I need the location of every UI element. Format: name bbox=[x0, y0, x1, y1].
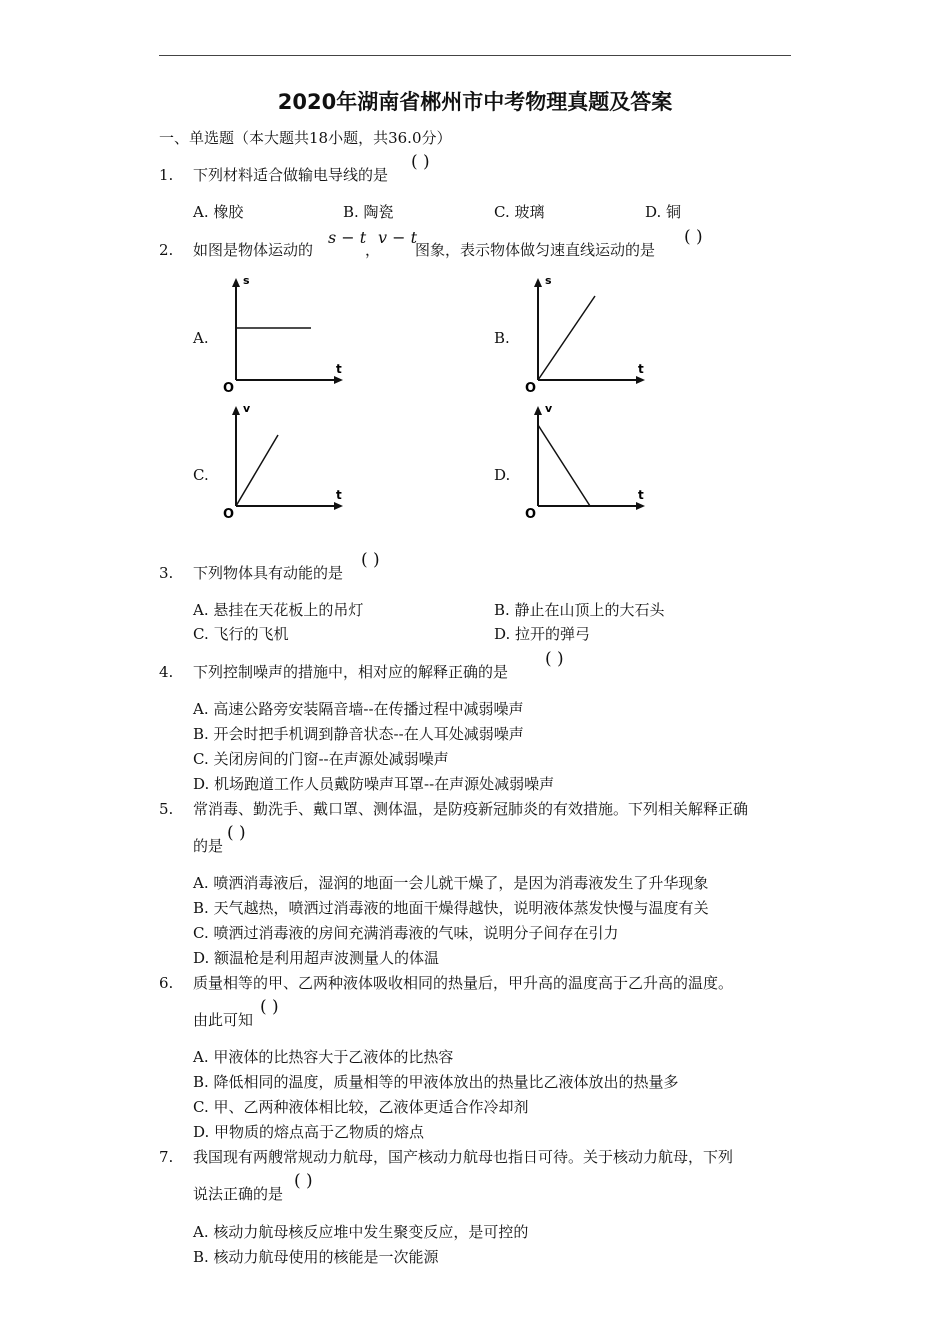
q6-text-line2: 由此可知 bbox=[193, 1011, 254, 1029]
q2-text-post: 图象，表示物体做匀速直线运动的是 bbox=[415, 241, 656, 259]
q6-option-c: C. 甲、乙两种液体相比较，乙液体更适合作冷却剂 bbox=[193, 1098, 529, 1116]
origin-label: O bbox=[223, 381, 235, 396]
q1-text: 下列材料适合做输电导线的是 bbox=[193, 166, 389, 184]
q7-text-line2: 说法正确的是 bbox=[193, 1185, 284, 1203]
q2-label-a: A. bbox=[193, 329, 209, 347]
q2-graph-b bbox=[517, 272, 657, 397]
q5-option-d: D. 额温枪是利用超声波测量人的体温 bbox=[193, 949, 440, 967]
q5-answer-blank: ( ) bbox=[227, 823, 246, 843]
q5-option-b: B. 天气越热，喷洒过消毒液的地面干燥得越快，说明液体蒸发快慢与温度有关 bbox=[193, 899, 709, 917]
axis-label-x: t bbox=[336, 488, 342, 502]
q5-number: 5. bbox=[159, 800, 174, 818]
axis-label-y: v bbox=[545, 402, 553, 415]
graph-line bbox=[538, 296, 595, 380]
q5-text-line2: 的是 bbox=[193, 837, 224, 855]
section-heading: 一、单选题（本大题共18小题，共36.0分） bbox=[159, 129, 452, 147]
q1-answer-blank: ( ) bbox=[411, 152, 430, 172]
q6-option-b: B. 降低相同的温度，质量相等的甲液体放出的热量比乙液体放出的热量多 bbox=[193, 1073, 679, 1091]
q7-answer-blank: ( ) bbox=[294, 1171, 313, 1191]
y-axis-arrow bbox=[232, 278, 240, 287]
q2-label-c: C. bbox=[193, 466, 209, 484]
q2-math-st: s − t bbox=[328, 228, 367, 247]
q5-option-c: C. 喷洒过消毒液的房间充满消毒液的气味，说明分子间存在引力 bbox=[193, 924, 619, 942]
q4-answer-blank: ( ) bbox=[545, 649, 564, 669]
q3-option-d: D. 拉开的弹弓 bbox=[494, 625, 591, 643]
x-axis-arrow bbox=[334, 502, 343, 510]
q2-graph-c bbox=[215, 400, 355, 525]
q4-option-b: B. 开会时把手机调到静音状态--在人耳处减弱噪声 bbox=[193, 725, 524, 743]
q7-option-a: A. 核动力航母核反应堆中发生聚变反应，是可控的 bbox=[193, 1223, 529, 1241]
axis-label-x: t bbox=[336, 362, 342, 376]
x-axis-arrow bbox=[636, 376, 645, 384]
axis-label-x: t bbox=[638, 488, 644, 502]
q1-option-c: C. 玻璃 bbox=[494, 203, 545, 221]
q6-number: 6. bbox=[159, 974, 174, 992]
q2-comma: ， bbox=[365, 241, 381, 259]
axis-label-y: s bbox=[545, 274, 552, 287]
q1-option-b: B. 陶瓷 bbox=[343, 203, 394, 221]
q6-text-line1: 质量相等的甲、乙两种液体吸收相同的热量后，甲升高的温度高于乙升高的温度。 bbox=[193, 974, 734, 992]
q2-graph-a bbox=[215, 272, 355, 397]
q4-text: 下列控制噪声的措施中，相对应的解释正确的是 bbox=[193, 663, 509, 681]
q2-graph-d bbox=[517, 400, 657, 525]
q2-label-d: D. bbox=[494, 466, 511, 484]
q5-option-a: A. 喷洒消毒液后，湿润的地面一会儿就干燥了，是因为消毒液发生了升华现象 bbox=[193, 874, 709, 892]
axis-label-y: s bbox=[243, 274, 250, 287]
q2-answer-blank: ( ) bbox=[684, 227, 703, 247]
origin-label: O bbox=[525, 381, 537, 396]
q4-option-d: D. 机场跑道工作人员戴防噪声耳罩--在声源处减弱噪声 bbox=[193, 775, 555, 793]
q1-option-d: D. 铜 bbox=[645, 203, 682, 221]
q1-option-a: A. 橡胶 bbox=[193, 203, 244, 221]
q3-option-b: B. 静止在山顶上的大石头 bbox=[494, 601, 665, 619]
q3-option-a: A. 悬挂在天花板上的吊灯 bbox=[193, 601, 364, 619]
x-axis-arrow bbox=[636, 502, 645, 510]
y-axis-arrow bbox=[534, 278, 542, 287]
q3-number: 3. bbox=[159, 564, 174, 582]
q3-answer-blank: ( ) bbox=[361, 550, 380, 570]
page-title: 2020年湖南省郴州市中考物理真题及答案 bbox=[277, 90, 673, 114]
q3-option-c: C. 飞行的飞机 bbox=[193, 625, 289, 643]
q5-text-line1: 常消毒、勤洗手、戴口罩、测体温，是防疫新冠肺炎的有效措施。下列相关解释正确 bbox=[193, 800, 749, 818]
q2-label-b: B. bbox=[494, 329, 510, 347]
q6-option-a: A. 甲液体的比热容大于乙液体的比热容 bbox=[193, 1048, 454, 1066]
q2-math-vt: v − t bbox=[378, 228, 418, 247]
q7-text-line1: 我国现有两艘常规动力航母，国产核动力航母也指日可待。关于核动力航母，下列 bbox=[193, 1148, 734, 1166]
origin-label: O bbox=[223, 507, 235, 522]
q4-option-c: C. 关闭房间的门窗--在声源处减弱噪声 bbox=[193, 750, 449, 768]
q3-text: 下列物体具有动能的是 bbox=[193, 564, 344, 582]
q4-option-a: A. 高速公路旁安装隔音墙--在传播过程中减弱噪声 bbox=[193, 700, 524, 718]
q6-option-d: D. 甲物质的熔点高于乙物质的熔点 bbox=[193, 1123, 425, 1141]
q4-number: 4. bbox=[159, 663, 174, 681]
y-axis-arrow bbox=[534, 406, 542, 415]
q2-number: 2. bbox=[159, 241, 174, 259]
y-axis-arrow bbox=[232, 406, 240, 415]
q6-answer-blank: ( ) bbox=[260, 997, 279, 1017]
q7-number: 7. bbox=[159, 1148, 174, 1166]
graph-line bbox=[538, 425, 590, 506]
axis-label-y: v bbox=[243, 402, 251, 415]
graph-line bbox=[236, 435, 278, 506]
x-axis-arrow bbox=[334, 376, 343, 384]
q7-option-b: B. 核动力航母使用的核能是一次能源 bbox=[193, 1248, 439, 1266]
header-rule bbox=[159, 55, 791, 56]
q2-text-pre: 如图是物体运动的 bbox=[193, 241, 314, 259]
q1-number: 1. bbox=[159, 166, 174, 184]
origin-label: O bbox=[525, 507, 537, 522]
axis-label-x: t bbox=[638, 362, 644, 376]
